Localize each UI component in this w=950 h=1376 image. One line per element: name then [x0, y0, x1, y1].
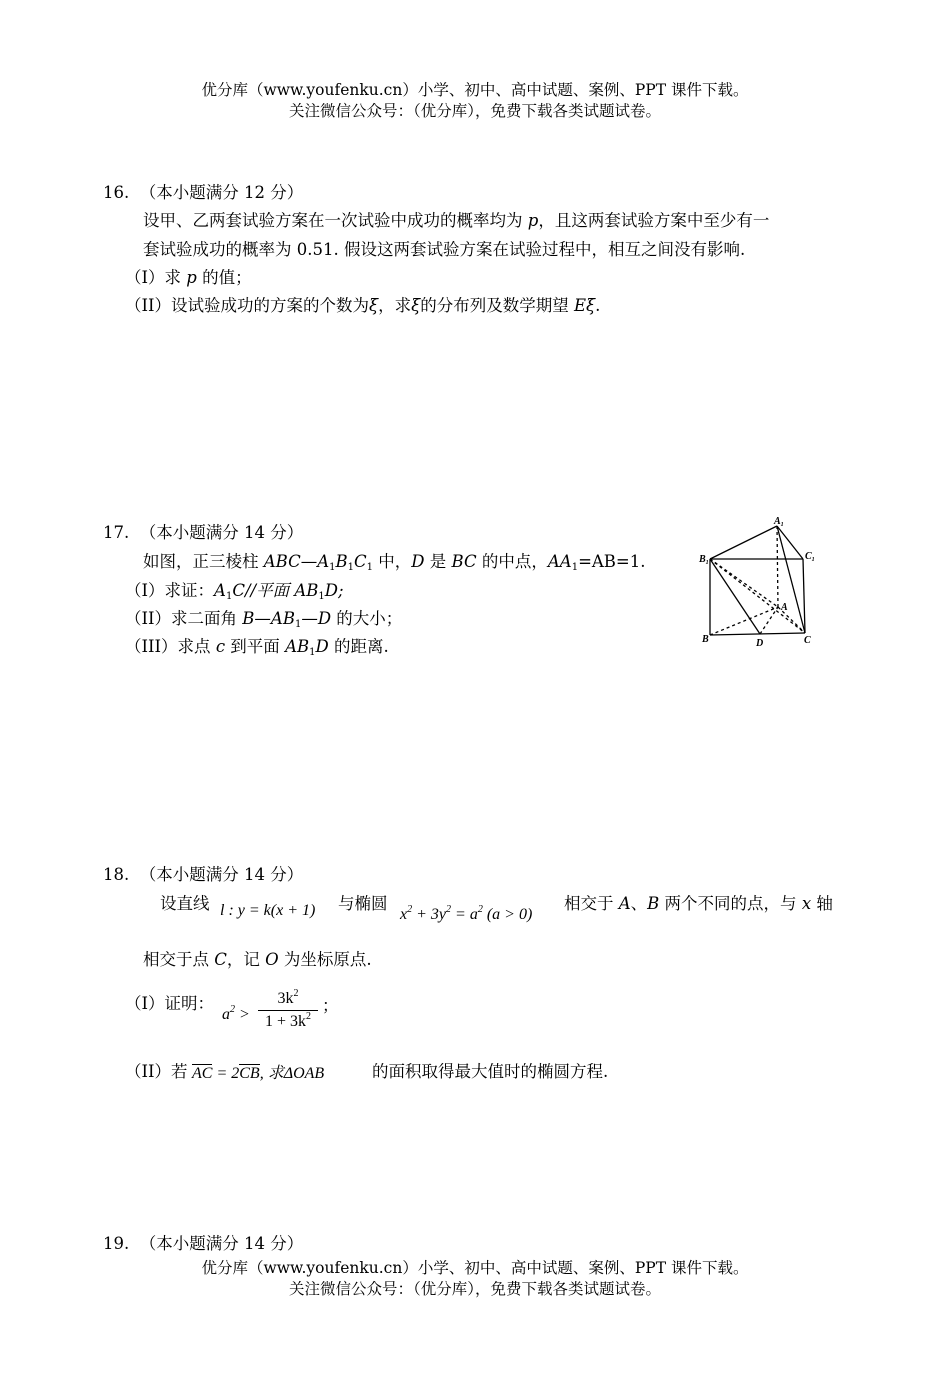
q17-heading: 17. （本小题满分 14 分） — [103, 523, 304, 542]
edge-d-a — [760, 607, 778, 634]
q17-stem: 如图，正三棱柱 $ABC—A_1B_1C_1$ 中，D 是 BC 的中点，$AA_1=AB=1$. — [143, 552, 646, 573]
q18-inequality-lhs: $a^2$ > — [222, 1004, 250, 1023]
q16-stem-line-2: 套试验成功的概率为 0.51. 假设这两套试验方案在试验过程中，相互之间没有影响. — [143, 240, 746, 259]
edge-b-a — [710, 607, 778, 635]
edge-b1-d — [710, 559, 760, 634]
header-line-2: 关注微信公众号：（优分库），免费下载各类试题试卷。 — [288, 102, 661, 120]
q16-part-1: （I）求 p 的值； — [125, 268, 252, 287]
footer-line-1: 优分库（www.youfenku.cn）小学、初中、高中试题、案例、PPT 课件下载。 — [201, 1259, 749, 1277]
q18-part-1-end: ； — [322, 996, 339, 1015]
q18-line-equation: l : y = k(x + 1) — [220, 902, 316, 919]
q18-text-1b: 与椭圆 — [338, 894, 388, 913]
label-a1: $A_1$ — [774, 516, 784, 528]
q18-part-2-text: 的面积取得最大值时的椭圆方程. — [372, 1062, 609, 1081]
label-b: B — [702, 634, 709, 645]
label-a: A — [781, 602, 788, 613]
q16-heading: 16. （本小题满分 12 分） — [103, 183, 304, 202]
footer-line-2: 关注微信公众号：（优分库），免费下载各类试题试卷。 — [288, 1280, 661, 1298]
q16-part-2: （II）设试验成功的方案的个数为ξ，求ξ的分布列及数学期望 Eξ. — [125, 296, 601, 315]
q18-part-2-label: （II）若 — [125, 1062, 188, 1081]
q17-part-3: （III）求点 c 到平面 $AB_1D$ 的距离. — [125, 637, 389, 658]
edge-b-c — [710, 633, 805, 635]
q17-part-1: （I）求证：$A_1C//$平面 $AB_1D$; — [125, 581, 344, 602]
q19-heading: 19. （本小题满分 14 分） — [103, 1234, 304, 1253]
q18-part-1-label: （I）证明： — [125, 994, 215, 1013]
edge-b1-a1 — [710, 526, 777, 559]
q18-ellipse-equation: $x^2 + 3y^2 = a^2$ (a > 0) — [400, 904, 533, 923]
q16-stem-line-1: 设甲、乙两套试验方案在一次试验中成功的概率均为 p，且这两套试验方案中至少有一 — [143, 211, 770, 230]
edge-b1-c — [710, 559, 805, 633]
label-b1: $B_1$ — [699, 554, 709, 566]
q18-text-1c: 相交于 A、B 两个不同的点，与 x 轴 — [564, 894, 833, 913]
q18-inequality-fraction: $\frac{3k^2}{1 + 3k^2}$ — [258, 988, 318, 1031]
q17-part-2: （II）求二面角 $B—AB_1—D$ 的大小； — [125, 609, 403, 630]
label-c: C — [804, 635, 811, 646]
q18-text-1a: 设直线 — [160, 894, 210, 913]
header-line-1: 优分库（www.youfenku.cn）小学、初中、高中试题、案例、PPT 课件下载。 — [201, 81, 749, 99]
edge-a1-a — [777, 526, 778, 607]
label-d: D — [756, 638, 764, 649]
prism-figure — [698, 515, 818, 650]
q18-vector-condition: AC = 2CB, 求ΔOAB — [192, 1065, 325, 1082]
edge-c1-c — [803, 559, 805, 633]
q18-heading: 18. （本小题满分 14 分） — [103, 865, 304, 884]
edge-a1-c — [777, 526, 805, 633]
label-c1: $C_1$ — [805, 551, 815, 563]
q18-text-2: 相交于点 C，记 O 为坐标原点. — [143, 950, 372, 969]
